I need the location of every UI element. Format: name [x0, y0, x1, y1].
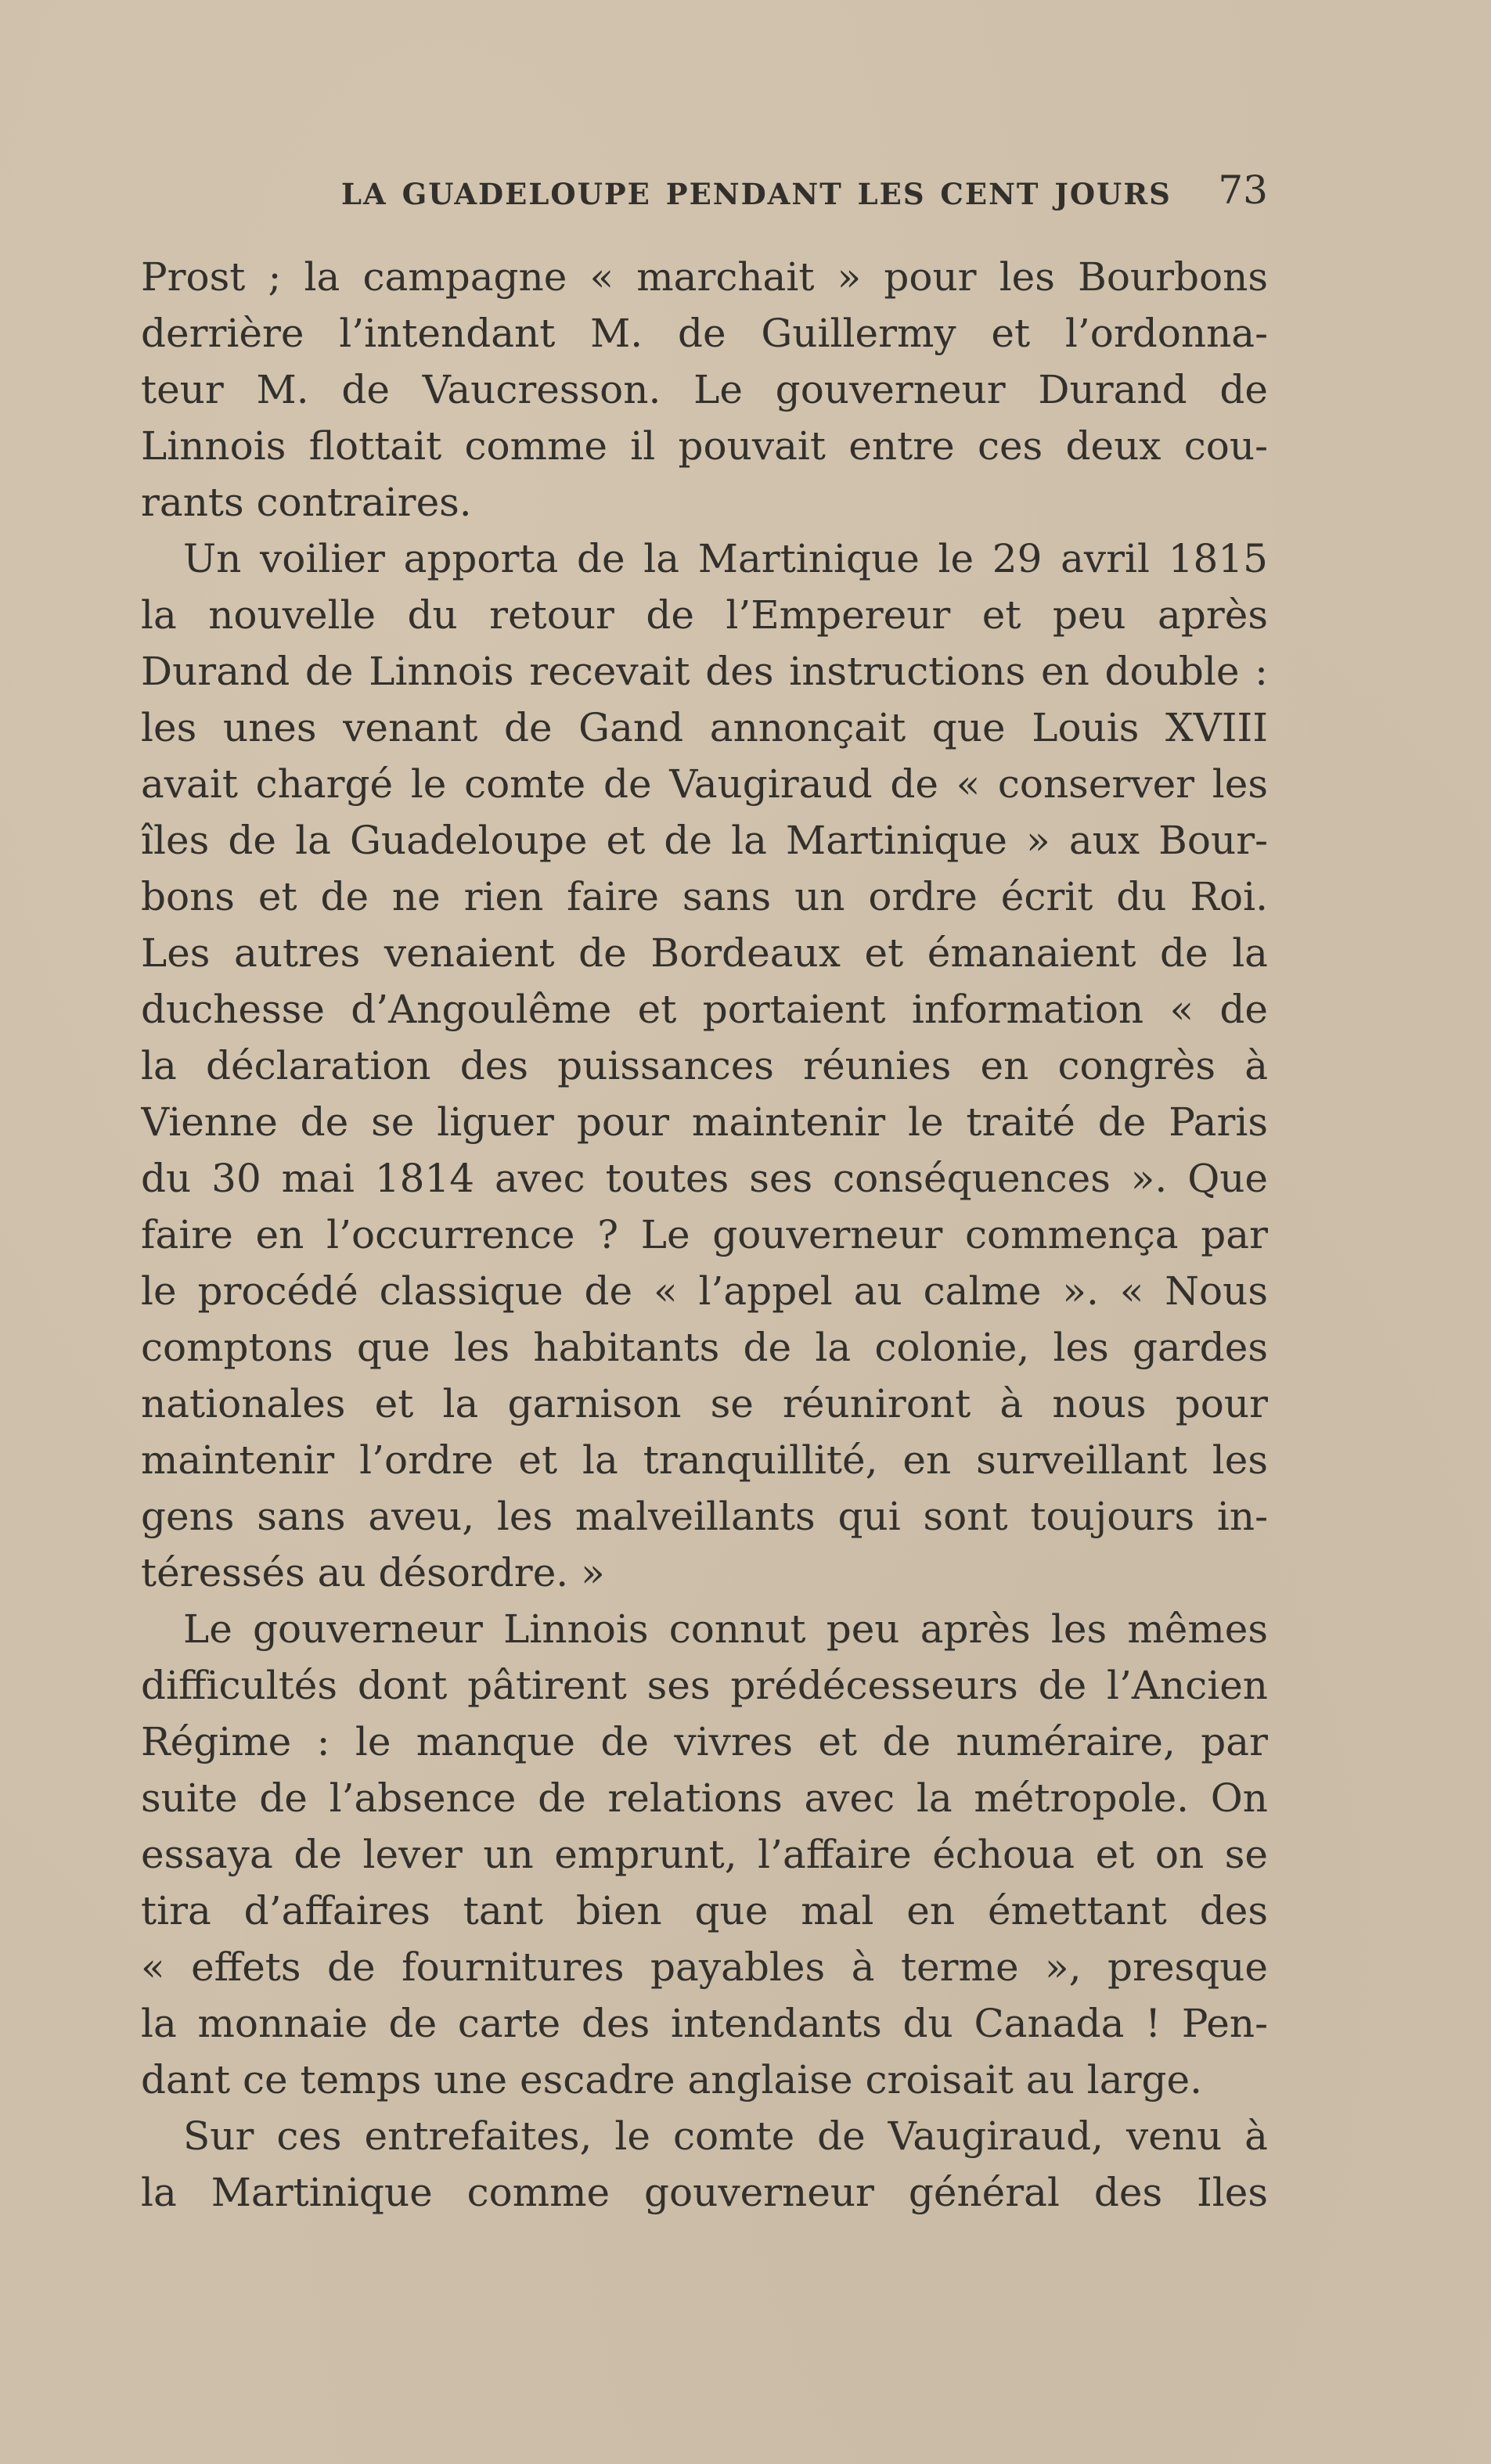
text-line: les unes venant de Gand annonçait que Louis XVIII: [141, 705, 1268, 750]
text-line: faire en l’occurrence ? Le gouverneur commença par: [141, 1212, 1268, 1257]
paragraph-first-line: Le gouverneur Linnois connut peu après les mêmes: [183, 1606, 1268, 1652]
text-line: bons et de ne rien faire sans un ordre écrit du Roi.: [141, 874, 1268, 919]
text-line: Vienne de se liguer pour maintenir le traité de Paris: [141, 1099, 1268, 1145]
text-line: teur M. de Vaucresson. Le gouverneur Durand de: [141, 367, 1268, 412]
text-line: duchesse d’Angoulême et portaient information « de: [141, 987, 1268, 1032]
paragraph-first-line: Un voilier apporta de la Martinique le 29 avril 1815: [183, 536, 1268, 581]
running-head: [141, 167, 1268, 222]
text-line: du 30 mai 1814 avec toutes ses conséquences ». Que: [141, 1156, 1268, 1201]
text-line: îles de la Guadeloupe et de la Martinique » aux Bour-: [141, 818, 1268, 863]
text-line: la monnaie de carte des intendants du Canada ! Pen-: [141, 2001, 1268, 2046]
text-line: la nouvelle du retour de l’Empereur et peu après: [141, 592, 1268, 638]
text-line: le procédé classique de « l’appel au calme ». « Nous: [141, 1268, 1268, 1314]
text-line: gens sans aveu, les malveillants qui sont toujours in-: [141, 1494, 1268, 1539]
text-line: la déclaration des puissances réunies en congrès à: [141, 1043, 1268, 1088]
text-line: Les autres venaient de Bordeaux et émanaient de la: [141, 930, 1268, 976]
text-line: rants contraires.: [141, 480, 472, 525]
text-line: Linnois flottait comme il pouvait entre ces deux cou-: [141, 423, 1268, 469]
text-line: dant ce temps une escadre anglaise croisait au large.: [141, 2057, 1202, 2102]
text-line: « effets de fournitures payables à terme », presque: [141, 1944, 1268, 1990]
text-line: maintenir l’ordre et la tranquillité, en surveillant les: [141, 1437, 1268, 1483]
text-line: nationales et la garnison se réuniront à nous pour: [141, 1381, 1268, 1426]
page-number: 73: [1218, 167, 1268, 213]
text-line: avait chargé le comte de Vaugiraud de « conserver les: [141, 761, 1268, 807]
text-line: téressés au désordre. »: [141, 1550, 605, 1595]
text-line: derrière l’intendant M. de Guillermy et l’ordonna-: [141, 311, 1268, 356]
text-line: suite de l’absence de relations avec la métropole. On: [141, 1775, 1268, 1821]
text-line: tira d’affaires tant bien que mal en émettant des: [141, 1888, 1268, 1933]
text-line: la Martinique comme gouverneur général des Iles: [141, 2170, 1268, 2215]
paragraph-first-line: Sur ces entrefaites, le comte de Vaugiraud, venu à: [183, 2113, 1268, 2159]
text-line: essaya de lever un emprunt, l’affaire échoua et on se: [141, 1832, 1268, 1877]
text-line: Durand de Linnois recevait des instructions en double :: [141, 649, 1268, 694]
running-title: LA GUADELOUPE PENDANT LES CENT JOURS: [341, 177, 1172, 211]
text-line: Prost ; la campagne « marchait » pour les Bourbons: [141, 254, 1268, 300]
body-text: [141, 249, 1268, 2221]
text-line: difficultés dont pâtirent ses prédécesseurs de l’Ancien: [141, 1663, 1268, 1708]
text-line: comptons que les habitants de la colonie, les gardes: [141, 1325, 1268, 1370]
text-line: Régime : le manque de vivres et de numéraire, par: [141, 1719, 1268, 1764]
